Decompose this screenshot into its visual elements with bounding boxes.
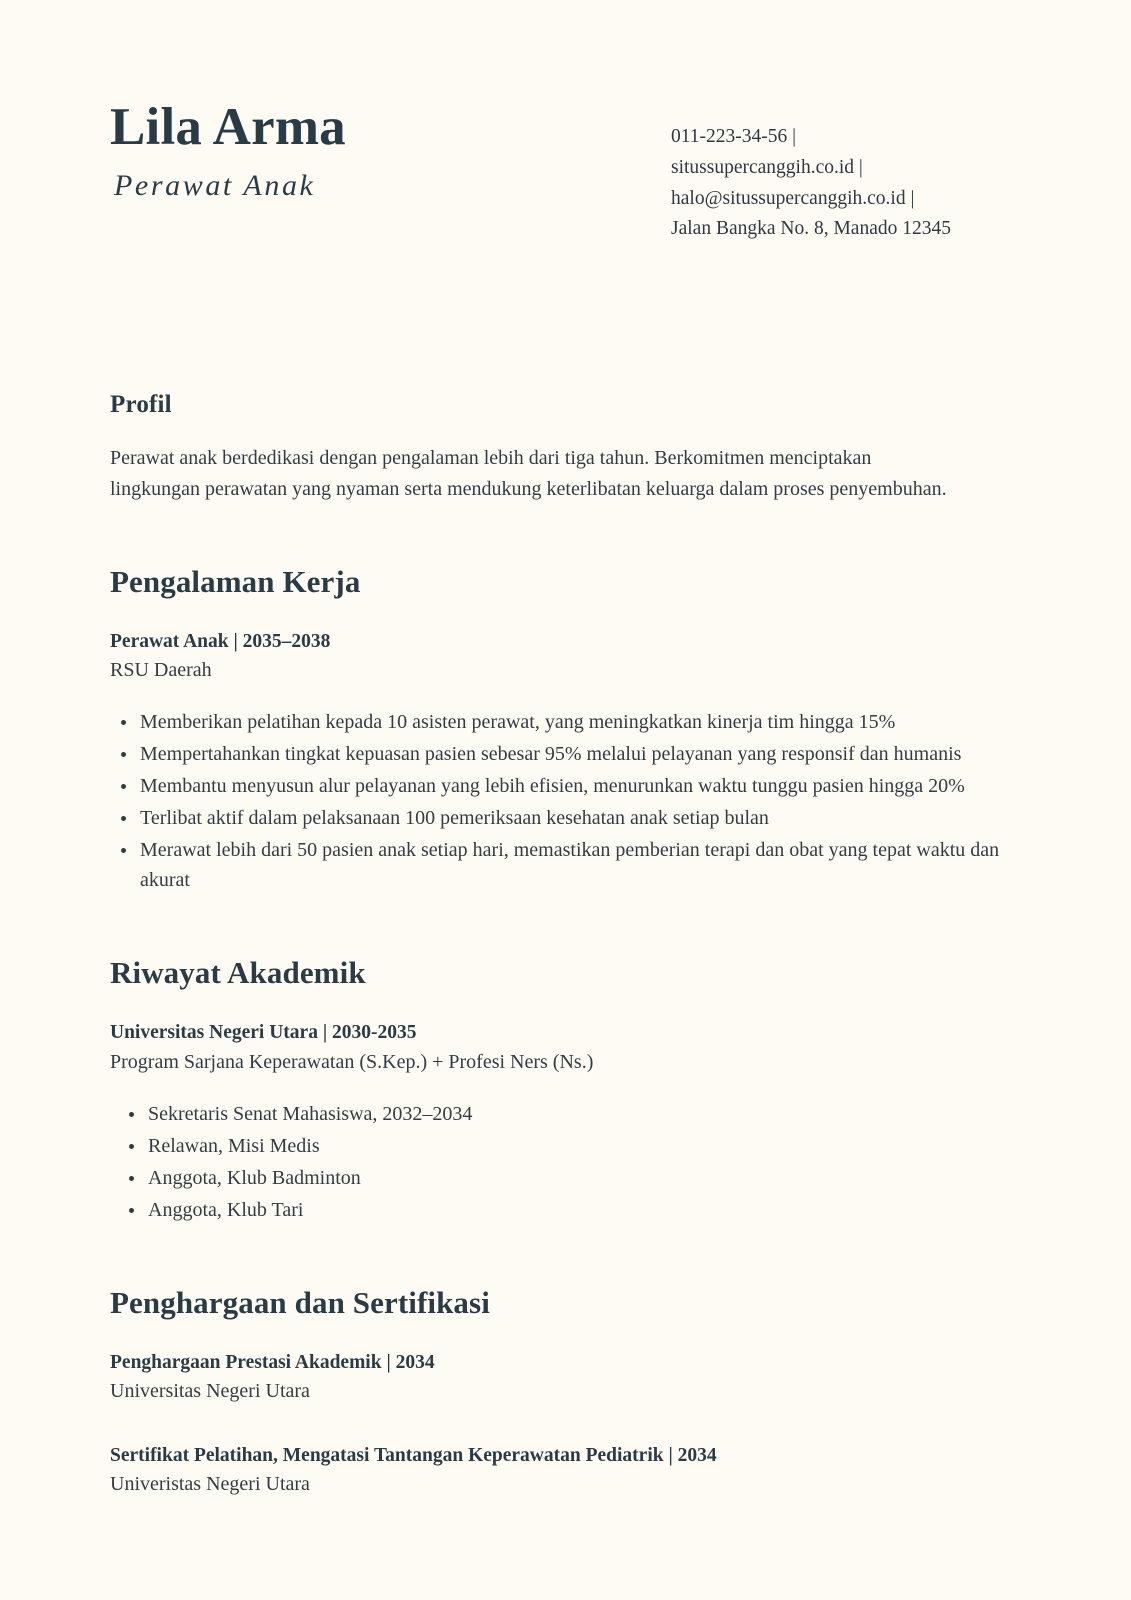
list-item: Mempertahankan tingkat kepuasan pasien sebesar 95% melalui pelayanan yang responsif dan humanis [110, 739, 1010, 769]
experience-entry [110, 628, 1021, 895]
education-entry-program: Program Sarjana Keperawatan (S.Kep.) + Profesi Ners (Ns.) [110, 1050, 594, 1073]
section-awards-heading: Penghargaan dan Sertifikasi [110, 1284, 490, 1320]
award-entry-issuer: Universitas Negeri Utara [110, 1379, 310, 1402]
experience-entry-title: Perawat Anak | 2035–2038 [110, 630, 331, 652]
contact-block [671, 96, 1021, 245]
list-item: Membantu menyusun alur pelayanan yang lebih efisien, menurunkan waktu tunggu pasien hingga 20% [110, 771, 1010, 801]
contact-email: halo@situssupercanggih.co.id | [671, 187, 915, 209]
resume-header [110, 0, 1021, 245]
list-item: Memberikan pelatihan kepada 10 asisten perawat, yang meningkatkan kinerja tim hingga 15% [110, 707, 1010, 737]
contact-address: Jalan Bangka No. 8, Manado 12345 [671, 218, 951, 240]
contact-website: situssupercanggih.co.id | [671, 156, 863, 178]
award-entry-issuer: Univeristas Negeri Utara [110, 1473, 310, 1496]
award-entry-title: Penghargaan Prestasi Akademik | 2034 [110, 1351, 435, 1373]
section-education [110, 955, 1021, 1224]
education-bullet-list [118, 1099, 1018, 1225]
profile-summary-text: Perawat anak berdedikasi dengan pengalaman lebih dari tiga tahun. Berkomitmen menciptakan lingkungan perawatan yang nyaman serta mendukung keterlibatan keluarga dalam proses penyembuhan. [110, 447, 947, 500]
section-education-heading: Riwayat Akademik [110, 955, 366, 991]
experience-entry-employer: RSU Daerah [110, 659, 212, 682]
education-entry [110, 1019, 1021, 1224]
list-item: Merawat lebih dari 50 pasien anak setiap hari, memastikan pemberian terapi dan obat yang tepat waktu dan akurat [110, 835, 1010, 895]
list-item: Relawan, Misi Medis [118, 1131, 1018, 1161]
section-experience-heading: Pengalaman Kerja [110, 563, 361, 599]
section-profile [110, 391, 1021, 504]
list-item: Anggota, Klub Badminton [118, 1163, 1018, 1193]
section-awards [110, 1285, 1021, 1500]
identity-block [110, 96, 346, 205]
award-entry [110, 1349, 1021, 1406]
experience-bullet-list [110, 707, 1010, 895]
section-profile-heading: Profil [110, 391, 172, 419]
education-entry-title: Universitas Negeri Utara | 2030-2035 [110, 1022, 417, 1044]
list-item: Terlibat aktif dalam pelaksanaan 100 pemeriksaan kesehatan anak setiap bulan [110, 803, 1010, 833]
section-experience [110, 564, 1021, 895]
award-entry-title: Sertifikat Pelatihan, Mengatasi Tantangan Keperawatan Pediatrik | 2034 [110, 1444, 717, 1466]
contact-phone: 011-223-34-56 | [671, 126, 797, 147]
list-item: Sekretaris Senat Mahasiswa, 2032–2034 [118, 1099, 1018, 1129]
award-entry [110, 1442, 1021, 1499]
candidate-name: Lila Arma [110, 98, 346, 156]
list-item: Anggota, Klub Tari [118, 1195, 1018, 1225]
candidate-job-title: Perawat Anak [114, 168, 316, 202]
